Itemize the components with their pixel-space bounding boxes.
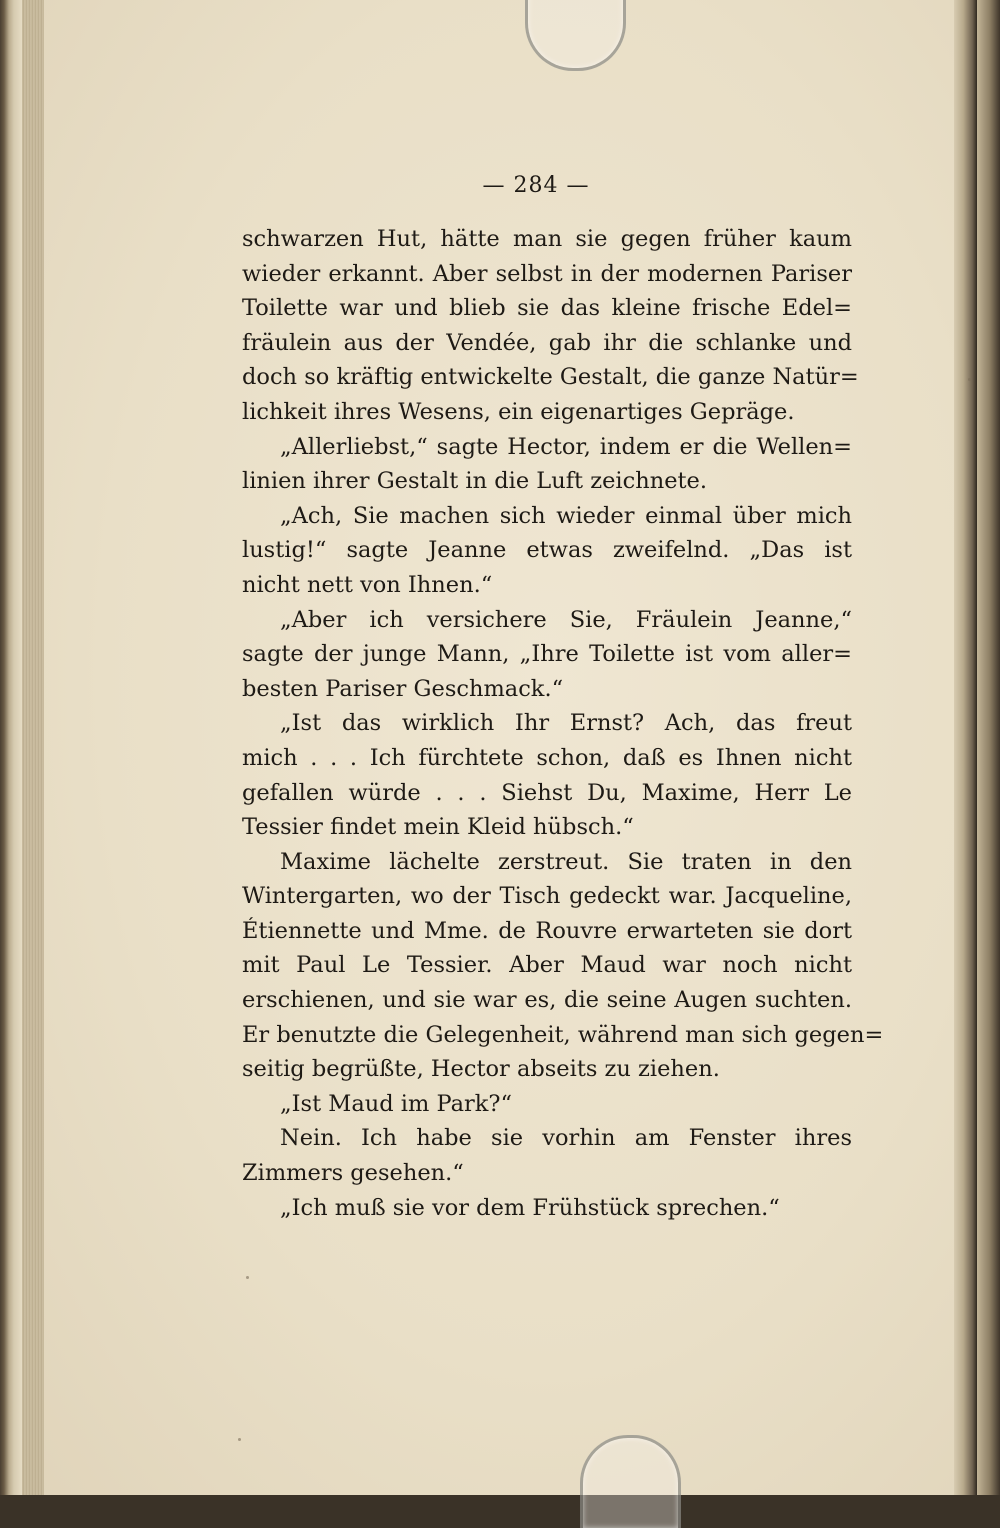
text-line: schwarzen Hut, hätte man sie gegen früher kaum: [242, 226, 852, 252]
text-line: mit Paul Le Tessier. Aber Maud war noch nicht: [242, 952, 852, 979]
text-line: Tessier findet mein Kleid hübsch.“: [242, 814, 634, 841]
text-line: linien ihrer Gestalt in die Luft zeichnete.: [242, 468, 708, 495]
paper-speck: [246, 1276, 249, 1279]
text-line: erschienen, und sie war es, die seine Augen suchten.: [242, 987, 852, 1014]
text-line: „Ist Maud im Park?“: [280, 1090, 512, 1117]
text-line: „Ach, Sie machen sich wieder einmal über mich: [280, 502, 852, 529]
text-line: lustig!“ sagte Jeanne etwas zweifelnd. „Das ist: [242, 537, 852, 564]
text-line: nicht nett von Ihnen.“: [242, 571, 493, 598]
text-line: Nein. Ich habe sie vorhin am Fenster ihres: [280, 1125, 852, 1152]
text-line: gefallen würde . . . Siehst Du, Maxime, Herr Le: [242, 779, 852, 806]
text-line: lichkeit ihres Wesens, ein eigenartiges Gepräge.: [242, 398, 795, 425]
text-line: Maxime lächelte zerstreut. Sie traten in den: [280, 848, 852, 875]
text-line: „Ich muß sie vor dem Frühstück sprechen.“: [280, 1194, 780, 1221]
text-line: besten Pariser Geschmack.“: [242, 675, 564, 702]
page-number: — 284 —: [482, 173, 590, 198]
page-holder-clip-bottom: [580, 1435, 681, 1528]
text-line: wieder erkannt. Aber selbst in der modernen Pariser: [242, 260, 852, 287]
page-fore-edge: [954, 0, 977, 1495]
paper-speck: [968, 378, 971, 381]
text-line: doch so kräftig entwickelte Gestalt, die ganze Natür=: [242, 364, 859, 391]
text-line: Toilette war und blieb sie das kleine frische Edel=: [242, 295, 852, 322]
page-gutter-edge: [22, 0, 44, 1495]
text-line: Er benutzte die Gelegenheit, während man sich gegen=: [242, 1021, 884, 1048]
text-line: mich . . . Ich fürchtete schon, daß es Ihnen nicht: [242, 744, 852, 771]
page-text: [242, 168, 884, 1225]
text-line: Étiennette und Mme. de Rouvre erwarteten sie dort: [242, 917, 852, 944]
text-line: „Allerliebst,“ sagte Hector, indem er die Wellen=: [280, 433, 852, 460]
text-line: seitig begrüßte, Hector abseits zu ziehen.: [242, 1056, 720, 1083]
text-line: sagte der junge Mann, „Ihre Toilette ist vom aller=: [242, 641, 852, 668]
text-line: Zimmers gesehen.“: [242, 1160, 464, 1187]
text-line: fräulein aus der Vendée, gab ihr die schlanke und: [242, 329, 852, 356]
text-line: „Aber ich versichere Sie, Fräulein Jeanne,“: [280, 606, 852, 633]
paper-speck: [238, 1438, 241, 1441]
text-lines: [242, 222, 884, 1225]
text-line: „Ist das wirklich Ihr Ernst? Ach, das freut: [280, 710, 852, 737]
text-line: Wintergarten, wo der Tisch gedeckt war. Jacqueline,: [242, 883, 852, 910]
